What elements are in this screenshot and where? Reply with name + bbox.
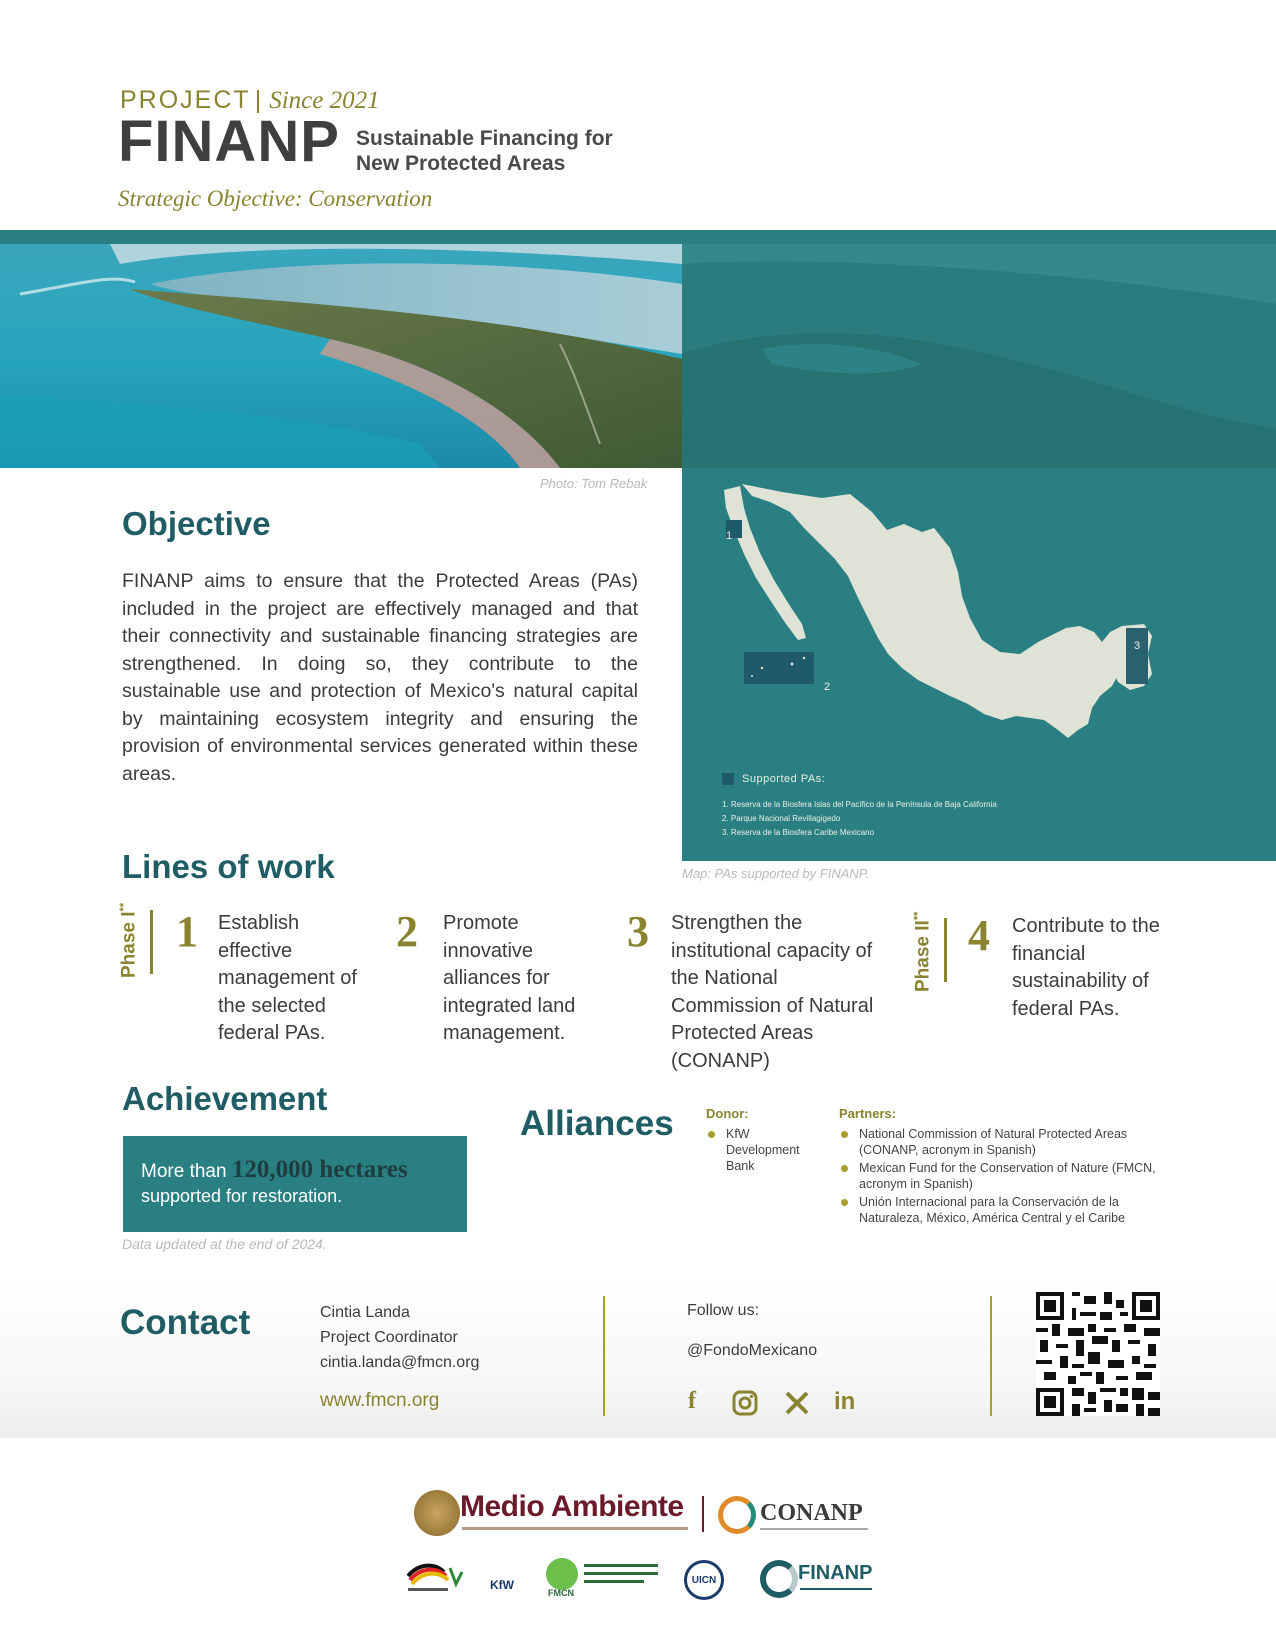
list-item: National Commission of Natural Protected Areas (CONANP, acronym in Spanish) [839, 1126, 1169, 1158]
fmcn-text-bar [584, 1564, 658, 1567]
since-date: Since 2021 [269, 87, 380, 114]
achievement-heading: Achievement [122, 1080, 328, 1117]
contact-info [320, 1300, 479, 1375]
fmcn-text-bar [584, 1580, 644, 1583]
medio-ambiente-logo: Medio Ambiente [460, 1490, 684, 1523]
facebook-icon[interactable]: f [688, 1388, 696, 1414]
alliances-heading: Alliances [520, 1104, 674, 1143]
map-credit: Map: PAs supported by FINANP. [682, 866, 870, 881]
subtitle-line-2: New Protected Areas [356, 152, 566, 175]
footer-divider [603, 1296, 605, 1416]
cooperation-logo [404, 1556, 468, 1596]
objective-text: FINANP aims to ensure that the Protected Areas (PAs) included in the project are effectively managed and that their connectivity and sustainable financing strategies are strengthened. In doing so, they contribute to the sustainable use and protection of Mexico's natural capital by maintaining ecosystem integrity and ensuring the provision of environmental services generated within these areas. [122, 570, 638, 785]
website-link[interactable]: www.fmcn.org [320, 1390, 440, 1411]
data-note: Data updated at the end of 2024. [122, 1236, 327, 1252]
achievement-line-1 [141, 1156, 449, 1184]
linkedin-icon[interactable]: in [834, 1388, 856, 1415]
medio-ambiente-subtitle-bar [462, 1527, 688, 1530]
line-of-work-text: Strengthen the institutional capacity of the National Commission of Natural Protected Areas (CONANP) [671, 912, 874, 1072]
line-of-work-number: 1 [176, 907, 198, 956]
list-item: Unión Internacional para la Conservación de la Naturaleza, México, América Central y el Caribe [839, 1194, 1169, 1226]
map-pa-3-marker [1126, 628, 1148, 684]
photo-credit: Photo: Tom Rebak [540, 476, 648, 491]
map-mainland [742, 484, 1122, 738]
conanp-subtitle-bar [760, 1528, 868, 1530]
phase-2-label: Phase II** [912, 911, 934, 992]
logo-divider [702, 1496, 704, 1532]
subtitle-line-1: Sustainable Financing for [356, 127, 613, 150]
social-handle[interactable]: @FondoMexicano [687, 1342, 818, 1359]
contact-name: Cintia Landa [320, 1304, 410, 1321]
line-of-work-number: 4 [968, 911, 990, 960]
achievement-box [123, 1136, 467, 1232]
conanp-emblem [718, 1496, 756, 1534]
uicn-emblem [684, 1560, 724, 1600]
x-icon[interactable] [784, 1390, 810, 1420]
achievement-prefix: More than [141, 1161, 227, 1182]
phase-1-label: Phase I** [118, 902, 140, 978]
donor-list [706, 1126, 826, 1176]
tinted-photo-illustration [682, 244, 1276, 468]
conanp-logo: CONANP [760, 1500, 863, 1526]
line-of-work-text: Establish effective management of the selected federal PAs. [218, 912, 357, 1044]
line-of-work-number: 2 [396, 907, 418, 956]
map-label-3-text: 3 [1134, 640, 1141, 652]
list-item: KfW Development Bank [706, 1126, 826, 1174]
medio-ambiente-seal [414, 1490, 460, 1536]
achievement-line-2: supported for restoration. [141, 1186, 343, 1206]
strategic-objective: Strategic Objective: Conservation [118, 186, 433, 211]
line-of-work-text: Contribute to the financial sustainability of federal PAs. [1012, 915, 1160, 1020]
map-pa-2-marker [744, 652, 814, 684]
map-label-1-text: 1 [726, 530, 733, 542]
partners-label: Partners: [839, 1106, 897, 1121]
phase-2-bar [944, 918, 947, 982]
finanp-subtitle-bar [800, 1588, 872, 1590]
banner-stripe [0, 230, 1276, 244]
fmcn-emblem [546, 1558, 578, 1590]
line-of-work-number: 3 [627, 907, 649, 956]
legend-item: 3. Reserva de la Biosfera Caribe Mexicano [722, 828, 875, 837]
donor-label: Donor: [706, 1106, 749, 1121]
phase-1-bar [150, 910, 153, 974]
follow-label: Follow us: [687, 1302, 760, 1319]
legend-item: 2. Parque Nacional Revillagigedo [722, 814, 841, 823]
footer-divider [990, 1296, 992, 1416]
kfw-logo: KfW [490, 1578, 514, 1592]
finanp-logo: FINANP [798, 1562, 873, 1584]
legend-item: 1. Reserva de la Biosfera Islas del Pacífico de la Península de Baja California [722, 800, 997, 809]
uicn-logo: UICN [691, 1574, 717, 1586]
page-subtitle [356, 126, 676, 176]
achievement-figure: 120,000 hectares [231, 1156, 408, 1183]
page-title: FINANP [118, 109, 340, 174]
qr-code[interactable] [1036, 1292, 1160, 1416]
finanp-emblem [760, 1560, 798, 1598]
fmcn-text-bar [584, 1572, 658, 1575]
contact-email[interactable]: cintia.landa@fmcn.org [320, 1354, 480, 1371]
partner-list [839, 1126, 1169, 1228]
project-label: PROJECT [120, 86, 251, 114]
social-links [686, 1388, 866, 1418]
fmcn-logo: FMCN [548, 1588, 574, 1598]
coast-photo-illustration [0, 244, 682, 468]
legend-swatch [722, 773, 734, 785]
list-item: Mexican Fund for the Conservation of Nature (FMCN, acronym in Spanish) [839, 1160, 1169, 1192]
lines-of-work-heading: Lines of work [122, 848, 335, 885]
coast-photo [0, 244, 682, 468]
banner-photo-tinted [682, 244, 1276, 468]
contact-heading: Contact [120, 1303, 251, 1342]
instagram-icon[interactable] [732, 1390, 758, 1420]
contact-role: Project Coordinator [320, 1329, 458, 1346]
divider-bar: | [254, 86, 264, 114]
map-label-2-text: 2 [824, 681, 831, 693]
objective-heading: Objective [122, 505, 271, 542]
legend-title: Supported PAs: [742, 773, 826, 785]
legend-list [722, 798, 997, 840]
line-of-work-text: Promote innovative alliances for integrated land management. [443, 912, 576, 1044]
